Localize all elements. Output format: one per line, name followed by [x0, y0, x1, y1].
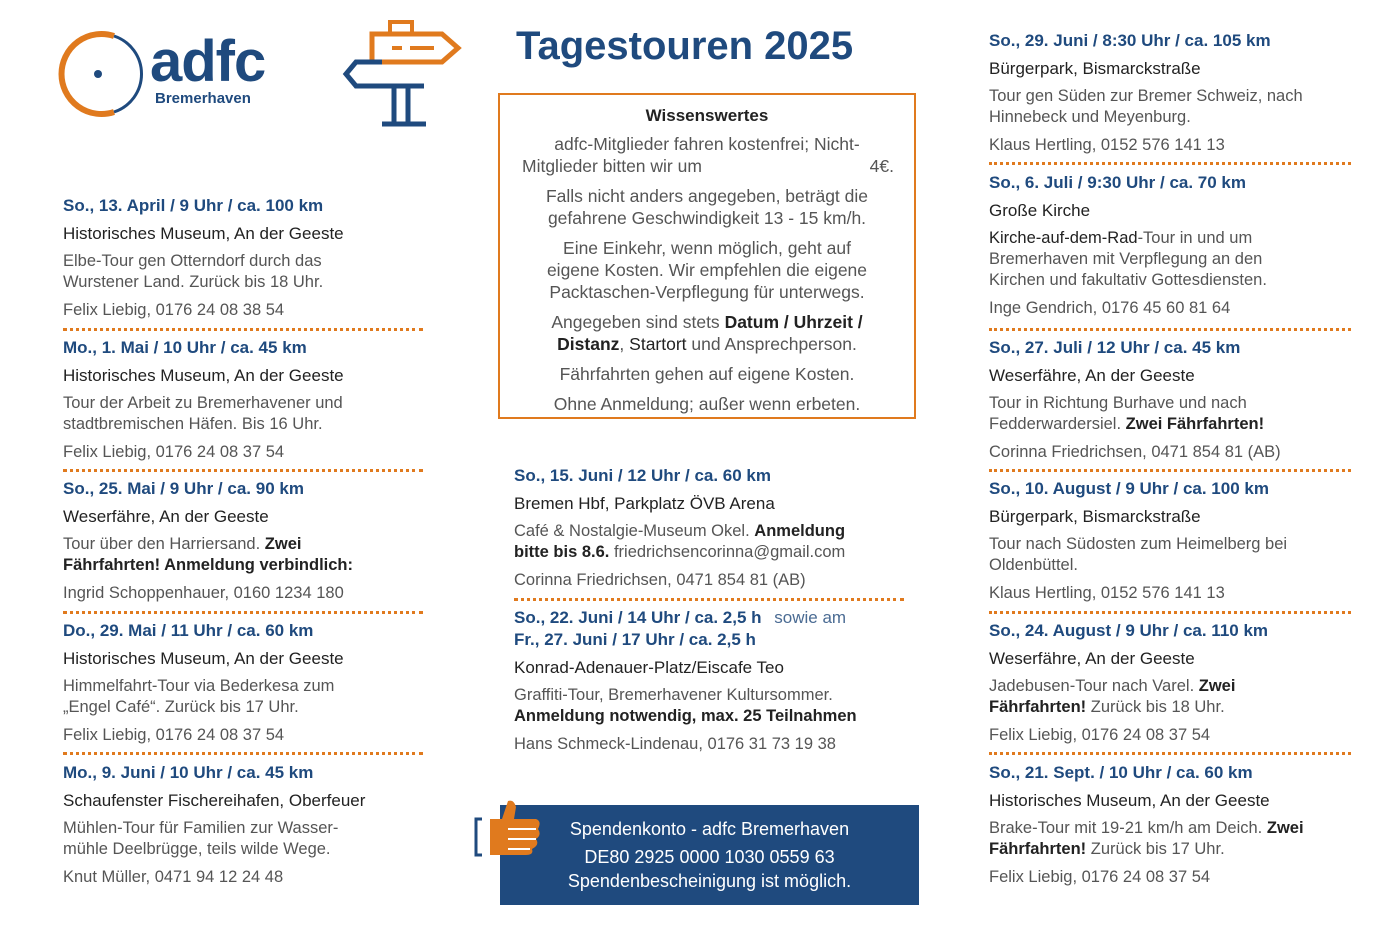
tour-start: Bremen Hbf, Parkplatz ÖVB Arena [514, 494, 775, 513]
tour-entry [514, 465, 914, 591]
tour-entry [63, 195, 425, 321]
desc-bold: Zwei [264, 535, 302, 553]
tour-contact: Felix Liebig, 0176 24 08 38 54 [63, 301, 285, 319]
desc-line: Zurück bis 18 Uhr. [1090, 698, 1225, 716]
info-p4-d: , [619, 334, 625, 354]
info-p2-line1: Falls nicht anders angegeben, beträgt die [545, 186, 869, 206]
tour-date: So., 15. Juni / 12 Uhr / ca. 60 km [514, 466, 772, 485]
donation-note: Spendenbescheinigung ist möglich. [567, 871, 852, 891]
tour-contact: Felix Liebig, 0176 24 08 37 54 [989, 726, 1211, 744]
tour-description [989, 393, 1369, 435]
info-p2-line2: gefahrene Geschwindigkeit 13 - 15 km/h. [547, 208, 867, 228]
tour-start: Weserfähre, An der Geeste [989, 366, 1195, 385]
donation-box [500, 805, 919, 905]
tour-contact: Knut Müller, 0471 94 12 24 48 [63, 868, 284, 886]
info-p1-line2a: Mitglieder bitten wir um [522, 156, 702, 176]
separator [63, 752, 423, 755]
separator [989, 328, 1351, 331]
tour-entry [514, 607, 914, 755]
desc-line: Mühlen-Tour für Familien zur Wasser- [63, 819, 339, 837]
tour-contact: Corinna Friedrichsen, 0471 854 81 (AB) [514, 571, 806, 589]
tour-description [989, 676, 1369, 718]
tour-description [989, 228, 1369, 291]
thumbs-up-icon [474, 797, 544, 859]
tour-contact: Hans Schmeck-Lindenau, 0176 31 73 19 38 [514, 735, 836, 753]
info-p1-line2 [500, 155, 914, 177]
tour-description [63, 818, 425, 860]
info-p4-a: Angegeben sind stets [551, 312, 720, 332]
desc-line: Wurstener Land. Zurück bis 18 Uhr. [63, 273, 324, 291]
info-p4-f: und Ansprechperson. [691, 334, 857, 354]
tour-contact: Klaus Hertling, 0152 576 141 13 [989, 136, 1225, 154]
info-p4-e: Startort [629, 334, 687, 354]
tour-description [989, 86, 1369, 128]
desc-line: Tour nach Südosten zum Heimelberg bei [989, 535, 1288, 553]
desc-bold: Fährfahrten! [989, 840, 1087, 858]
page-title: Tagestouren 2025 [516, 24, 854, 68]
info-p4-line2 [500, 333, 914, 355]
tour-entry [63, 337, 425, 463]
info-heading: Wissenswertes [645, 106, 769, 125]
tour-entry [989, 337, 1369, 463]
tour-date: So., 29. Juni / 8:30 Uhr / ca. 105 km [989, 31, 1271, 50]
separator [514, 598, 904, 601]
tour-entry [989, 172, 1369, 319]
desc-line: Brake-Tour mit 19-21 km/h am Deich. [989, 819, 1263, 837]
desc-bold: Anmeldung notwendig, max. 25 Teilnahmen [514, 707, 857, 725]
tour-description [63, 676, 425, 718]
tour-start: Historisches Museum, An der Geeste [63, 649, 344, 668]
desc-line: Hinnebeck und Meyenburg. [989, 108, 1191, 126]
tour-entry [63, 620, 425, 746]
desc-bold: bitte bis 8.6. [514, 543, 610, 561]
desc-line: Tour gen Süden zur Bremer Schweiz, nach [989, 87, 1303, 105]
desc-line: mühle Deelbrügge, teils wilde Wege. [63, 840, 331, 858]
desc-bold: Fährfahrten! Anmeldung verbindlich: [63, 556, 353, 574]
tour-date: So., 25. Mai / 9 Uhr / ca. 90 km [63, 479, 304, 498]
tour-date: So., 10. August / 9 Uhr / ca. 100 km [989, 479, 1269, 498]
separator [989, 162, 1351, 165]
tour-date: Do., 29. Mai / 11 Uhr / ca. 60 km [63, 621, 314, 640]
tour-contact: Ingrid Schoppenhauer, 0160 1234 180 [63, 584, 344, 602]
tour-contact: Felix Liebig, 0176 24 08 37 54 [63, 443, 285, 461]
tour-start: Bürgerpark, Bismarckstraße [989, 507, 1201, 526]
separator [989, 611, 1351, 614]
separator [63, 611, 423, 614]
desc-line: Oldenbüttel. [989, 556, 1078, 574]
desc-line: Kirchen und fakultativ Gottesdiensten. [989, 271, 1267, 289]
tour-date: So., 21. Sept. / 10 Uhr / ca. 60 km [989, 763, 1253, 782]
tour-start: Bürgerpark, Bismarckstraße [989, 59, 1201, 78]
tour-description [63, 251, 425, 293]
tour-entry [989, 30, 1369, 156]
tour-start: Konrad-Adenauer-Platz/Eiscafe Teo [514, 658, 784, 677]
adfc-logo [54, 28, 304, 123]
info-p3-line3: Packtaschen-Verpflegung für unterwegs. [549, 282, 865, 302]
email-link[interactable]: friedrichsencorinna@gmail.com [613, 543, 846, 561]
tour-contact: Felix Liebig, 0176 24 08 37 54 [989, 868, 1211, 886]
tour-description [63, 393, 425, 435]
tour-description [514, 685, 914, 727]
tour-start: Große Kirche [989, 201, 1091, 220]
tour-contact: Inge Gendrich, 0176 45 60 81 64 [989, 299, 1231, 317]
desc-line: Fedderwardersiel. [989, 415, 1122, 433]
desc-line: Graffiti-Tour, Bremerhavener Kultursommer. [514, 686, 833, 704]
tour-entry [63, 478, 425, 604]
tour-date: So., 27. Juli / 12 Uhr / ca. 45 km [989, 338, 1241, 357]
info-p4-c: Distanz [557, 334, 620, 354]
desc-line: Café & Nostalgie-Museum Okel. [514, 522, 750, 540]
info-p5: Fährfahrten gehen auf eigene Kosten. [559, 364, 855, 384]
tour-description [63, 534, 425, 576]
separator [63, 328, 423, 331]
tour-entry [63, 762, 425, 888]
tour-description [989, 534, 1369, 576]
separator [989, 469, 1351, 472]
tour-date: So., 24. August / 9 Uhr / ca. 110 km [989, 621, 1269, 640]
tour-start: Weserfähre, An der Geeste [989, 649, 1195, 668]
tour-date-suffix: sowie am [774, 608, 847, 627]
desc-bold: Fährfahrten! [989, 698, 1087, 716]
info-p1-line2b: 4€. [869, 156, 894, 176]
donation-iban: DE80 2925 0000 1030 0559 63 [584, 847, 835, 867]
tour-contact: Corinna Friedrichsen, 0471 854 81 (AB) [989, 443, 1281, 461]
desc-line: Tour der Arbeit zu Bremerhavener und [63, 394, 343, 412]
tour-date: So., 13. April / 9 Uhr / ca. 100 km [63, 196, 324, 215]
info-p4-line1 [500, 311, 914, 333]
desc-line: Tour in Richtung Burhave und nach [989, 394, 1247, 412]
info-p1-line1: adfc-Mitglieder fahren kostenfrei; Nicht- [554, 134, 860, 154]
info-box [498, 93, 916, 419]
tour-description [989, 818, 1369, 860]
tour-date: So., 6. Juli / 9:30 Uhr / ca. 70 km [989, 173, 1247, 192]
info-p4-b: Datum / Uhrzeit / [724, 312, 863, 332]
adfc-wheel-logo-icon [54, 28, 144, 123]
tour-entry [989, 762, 1369, 888]
desc-line: Tour über den Harriersand. [63, 535, 261, 553]
tour-description [514, 521, 914, 563]
desc-line: „Engel Café“. Zurück bis 17 Uhr. [63, 698, 299, 716]
desc-line: Himmelfahrt-Tour via Bederkesa zum [63, 677, 335, 695]
logo-city: Bremerhaven [155, 90, 251, 107]
tour-date [514, 607, 914, 629]
desc-bold: Kirche-auf-dem-Rad [989, 229, 1138, 247]
separator [63, 469, 423, 472]
tour-start: Historisches Museum, An der Geeste [989, 791, 1270, 810]
tour-start: Weserfähre, An der Geeste [63, 507, 269, 526]
separator [989, 752, 1351, 755]
tour-start: Historisches Museum, An der Geeste [63, 224, 344, 243]
info-p6: Ohne Anmeldung; außer wenn erbeten. [553, 394, 861, 414]
tour-start: Schaufenster Fischereihafen, Oberfeuer [63, 791, 366, 810]
info-p3-line2: eigene Kosten. Wir empfehlen die eigene [546, 260, 868, 280]
desc-line: Bremerhaven mit Verpflegung an den [989, 250, 1263, 268]
desc-bold: Zwei [1198, 677, 1236, 695]
desc-line: stadtbremischen Häfen. Bis 16 Uhr. [63, 415, 323, 433]
desc-line: Elbe-Tour gen Otterndorf durch das [63, 252, 322, 270]
desc-bold: Zwei [1266, 819, 1304, 837]
tour-start: Historisches Museum, An der Geeste [63, 366, 344, 385]
desc-bold: Anmeldung [754, 522, 846, 540]
tour-date-1: So., 22. Juni / 14 Uhr / ca. 2,5 h [514, 608, 762, 627]
tour-date-2: Fr., 27. Juni / 17 Uhr / ca. 2,5 h [514, 630, 756, 649]
desc-bold: Zwei Fährfahrten! [1125, 415, 1265, 433]
tour-date: Mo., 1. Mai / 10 Uhr / ca. 45 km [63, 338, 307, 357]
logo-brand: adfc [150, 29, 266, 94]
tour-entry [989, 478, 1369, 604]
info-p3-line1: Eine Einkehr, wenn möglich, geht auf [563, 238, 851, 258]
tour-date: Mo., 9. Juni / 10 Uhr / ca. 45 km [63, 763, 314, 782]
desc-line: -Tour in und um [1137, 229, 1253, 247]
desc-line: Jadebusen-Tour nach Varel. [989, 677, 1195, 695]
tour-contact: Felix Liebig, 0176 24 08 37 54 [63, 726, 285, 744]
tour-entry [989, 620, 1369, 746]
tour-contact: Klaus Hertling, 0152 576 141 13 [989, 584, 1225, 602]
desc-line: Zurück bis 17 Uhr. [1090, 840, 1225, 858]
signpost-icon [342, 18, 462, 128]
donation-title: Spendenkonto - adfc Bremerhaven [569, 819, 850, 839]
